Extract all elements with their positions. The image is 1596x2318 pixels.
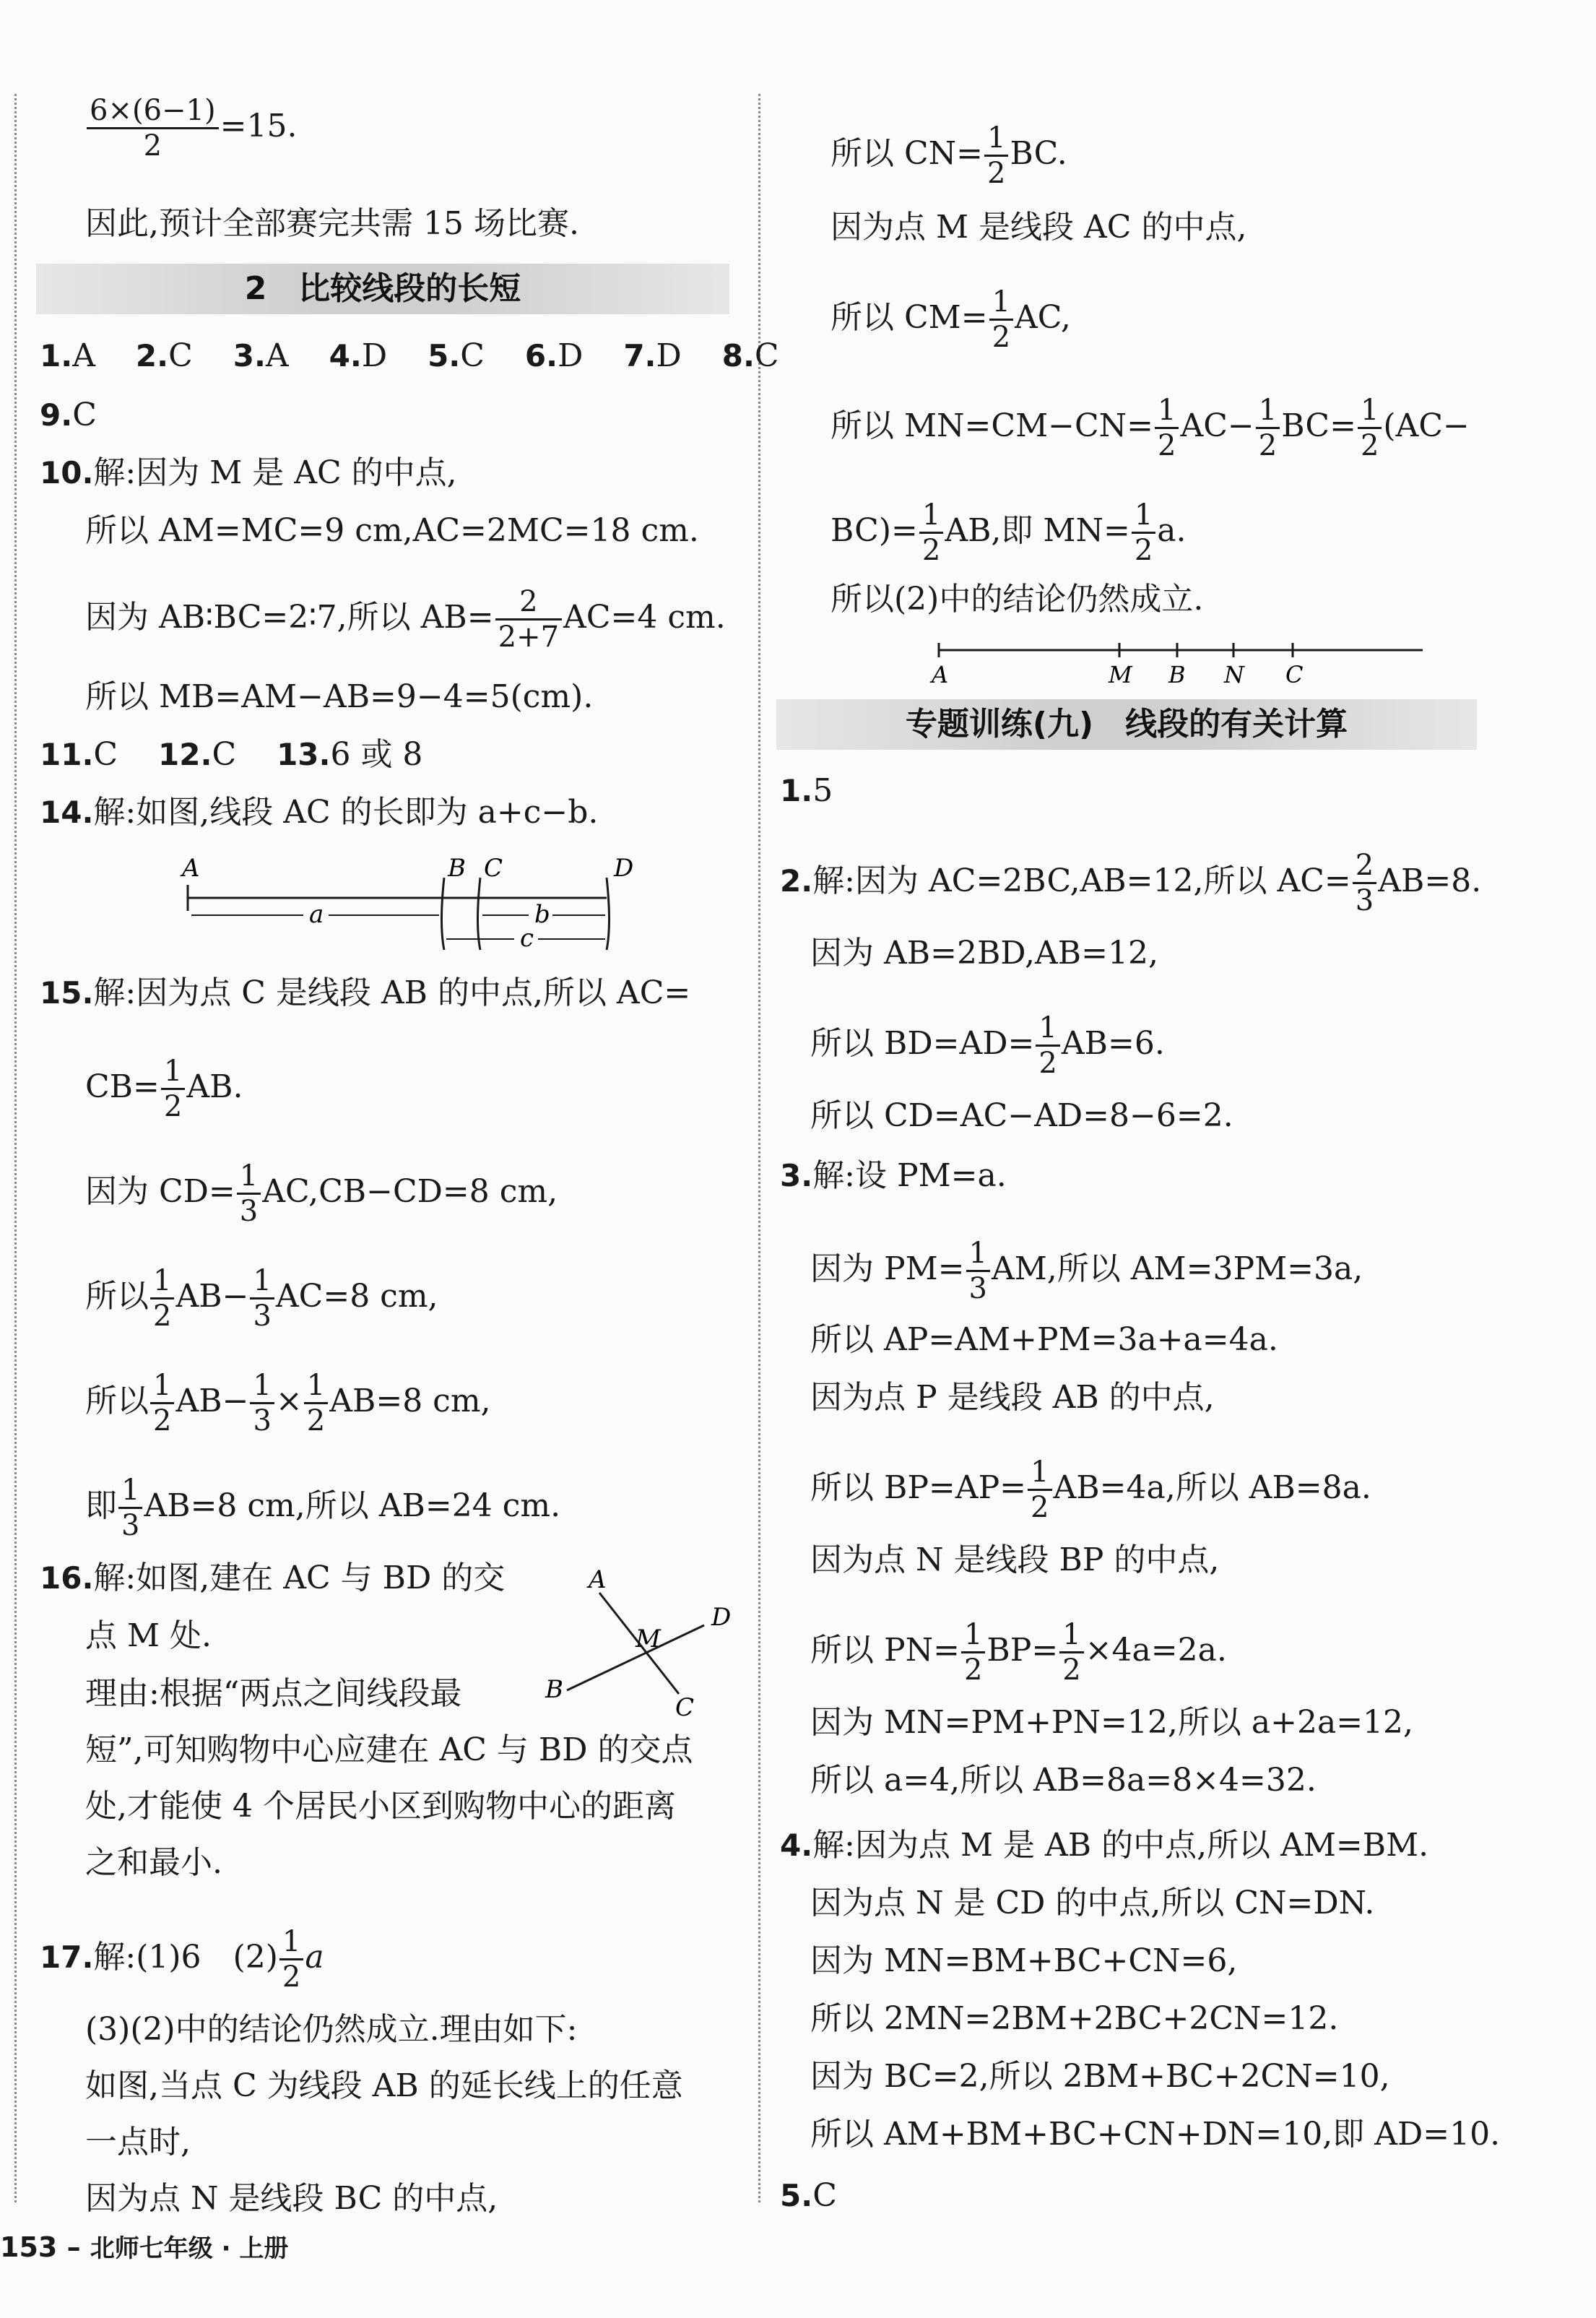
text: AB−: [175, 1278, 249, 1315]
r-line-5: [830, 498, 1187, 567]
p3-line-7: [810, 1618, 1227, 1687]
q17-line-2: (3)(2)中的结论仍然成立.理由如下:: [85, 2011, 578, 2048]
text: AC,: [1015, 299, 1071, 336]
fraction: [150, 1369, 174, 1437]
q15-line-2: [85, 1055, 243, 1123]
q10-line-4: 所以 MB=AM−AB=9−4=5(cm).: [85, 678, 594, 715]
text: ×: [275, 1383, 303, 1419]
question-number: 16.: [40, 1560, 94, 1596]
question-number: 3.: [780, 1158, 813, 1193]
fraction: [961, 1618, 985, 1687]
label-b-point: B: [448, 854, 466, 883]
right-column: [766, 0, 1596, 2318]
denominator: 2: [143, 129, 162, 163]
answers-line-2: [40, 394, 97, 437]
text: 解:因为点 C 是线段 AB 的中点,所以 AC=: [93, 974, 691, 1011]
text: 解:(1)6 (2): [93, 1939, 278, 1976]
p3-line-9: 所以 a=4,所以 AB=8a=8×4=32.: [810, 1762, 1317, 1799]
p3-line-6: 因为点 N 是线段 BP 的中点,: [810, 1541, 1220, 1578]
fraction: [250, 1369, 274, 1437]
numerator: 1: [1256, 394, 1280, 429]
q15-line-5: [85, 1369, 491, 1437]
fraction: [87, 94, 219, 163]
text: AC=4 cm.: [563, 599, 726, 636]
numerator: 1: [1036, 1011, 1059, 1047]
fraction: [161, 1055, 185, 1123]
denominator: 2: [1134, 534, 1153, 567]
text: 所以 BP=AP=: [810, 1469, 1027, 1506]
footer-dash: –: [66, 2231, 81, 2263]
numerator: 1: [161, 1055, 185, 1090]
fraction: [1155, 394, 1179, 462]
text: BC)=: [830, 512, 918, 549]
q17-line-5: 因为点 N 是线段 BC 的中点,: [85, 2180, 498, 2217]
q17-line-3: 如图,当点 C 为线段 AB 的延长线上的任意: [85, 2067, 683, 2104]
section-title-band: 2 比较线段的长短: [36, 264, 729, 314]
question-number: 12.: [158, 737, 212, 772]
r-line-1: [830, 121, 1067, 190]
column-divider: [758, 94, 760, 2202]
book-title: 北师七年级 · 上册: [90, 2234, 289, 2263]
numerator: 1: [250, 1264, 274, 1299]
denominator: 3: [121, 1509, 140, 1542]
q10-line-1: [40, 451, 457, 495]
fraction: [1028, 1456, 1051, 1524]
denominator: 2+7: [498, 620, 560, 654]
numerator: 1: [966, 1237, 990, 1272]
fraction: [989, 285, 1013, 354]
label-c-length: c: [520, 924, 534, 953]
numerator: 1: [1155, 394, 1179, 429]
text: AC−: [1180, 407, 1254, 444]
text: AB=8 cm,: [329, 1383, 491, 1419]
label-a-point: A: [182, 854, 200, 883]
r-line-6: 所以(2)中的结论仍然成立.: [830, 581, 1204, 618]
text: 解:因为 AC=2BC,AB=12,所以 AC=: [812, 862, 1351, 899]
answer: A: [72, 337, 95, 374]
question-number: 5.: [780, 2178, 813, 2213]
label-a-point: A: [589, 1565, 607, 1594]
p4-line-4: 所以 2MN=2BM+2BC+2CN=12.: [810, 2000, 1339, 2037]
denominator: 2: [282, 1960, 301, 1994]
text: CB=: [85, 1068, 160, 1105]
denominator: 3: [968, 1272, 987, 1305]
q10-line-3: [85, 585, 726, 654]
text: AB=8.: [1378, 862, 1482, 899]
answer: 5: [812, 772, 833, 809]
fraction-line: [85, 94, 297, 163]
fraction: [118, 1474, 142, 1542]
text: AB.: [186, 1068, 243, 1105]
denominator: 2: [1158, 429, 1176, 462]
numerator: 1: [279, 1925, 303, 1960]
footer: [0, 2228, 288, 2264]
numerator: 1: [150, 1264, 174, 1299]
denominator: 2: [153, 1299, 172, 1333]
denominator: 2: [163, 1090, 183, 1123]
text: BC=: [1281, 407, 1356, 444]
question-number: 9.: [40, 397, 73, 433]
question-number: 2.: [135, 338, 169, 373]
question-number: 4.: [329, 338, 362, 373]
denominator: 3: [239, 1195, 259, 1228]
p2-line-1: [780, 849, 1481, 917]
text: AM,所以 AM=3PM=3a,: [991, 1250, 1363, 1287]
question-number: 6.: [524, 338, 558, 373]
numerator: 6×(6−1): [87, 94, 219, 129]
section-title-band: 专题训练(九) 线段的有关计算: [776, 699, 1477, 750]
p4-line-5: 因为 BC=2,所以 2BM+BC+2CN=10,: [810, 2058, 1390, 2095]
denominator: 2: [963, 1653, 983, 1687]
question-number: 8.: [721, 338, 755, 373]
question-number: 14.: [40, 795, 94, 830]
question-number: 4.: [780, 1828, 813, 1863]
label-d-point: D: [614, 854, 634, 883]
fraction: [1132, 498, 1155, 567]
answer: C: [460, 337, 485, 374]
denominator: 2: [987, 157, 1006, 190]
text: 解:设 PM=a.: [812, 1157, 1007, 1194]
left-column: [0, 0, 779, 2318]
text: 因为 CD=: [85, 1173, 235, 1210]
text: (AC−: [1383, 407, 1470, 444]
question-number: 15.: [40, 975, 94, 1011]
label-a-length: a: [309, 900, 324, 929]
numerator: 1: [961, 1618, 985, 1653]
p3-line-2: [810, 1237, 1363, 1305]
numerator: 1: [1358, 394, 1382, 429]
text: a: [305, 1939, 324, 1976]
r-line-4: [830, 394, 1470, 462]
p3-line-4: 因为点 P 是线段 AB 的中点,: [810, 1379, 1215, 1416]
question-number: 5.: [428, 338, 461, 373]
p3-line-5: [810, 1456, 1371, 1524]
answer: D: [361, 337, 388, 374]
text: 所以: [85, 1383, 149, 1419]
answer: C: [168, 337, 193, 374]
numerator: 1: [984, 121, 1008, 157]
answers-line-3: [40, 733, 422, 777]
numerator: 1: [150, 1369, 174, 1404]
answer: C: [754, 337, 779, 374]
numerator: 1: [118, 1474, 142, 1509]
text: AB−: [175, 1383, 249, 1419]
label-d-point: D: [711, 1603, 732, 1632]
denominator: 2: [1038, 1047, 1057, 1080]
denominator: 2: [153, 1404, 172, 1437]
text: BC.: [1010, 135, 1067, 172]
fraction: [966, 1237, 990, 1305]
text: AC=8 cm,: [275, 1278, 438, 1315]
text: 解:如图,建在 AC 与 BD 的交: [93, 1560, 506, 1596]
fraction: [150, 1264, 174, 1333]
numerator: 1: [250, 1369, 274, 1404]
label-b-length: b: [534, 900, 550, 929]
text: AB,即 MN=: [945, 512, 1130, 549]
answer: C: [72, 397, 97, 433]
page-number: 153: [0, 2231, 58, 2263]
question-number: 11.: [40, 737, 94, 772]
answers-line-1: [40, 334, 779, 378]
numerator: 1: [1132, 498, 1155, 534]
q16-line-5: 处,才能使 4 个居民小区到购物中心的距离: [85, 1788, 676, 1825]
answer: A: [265, 337, 289, 374]
p4-line-1: [780, 1824, 1428, 1867]
label-c-point: C: [484, 854, 503, 883]
answer: C: [93, 736, 118, 773]
answer: 6 或 8: [330, 736, 423, 773]
q14-figure: [173, 849, 650, 957]
question-number: 3.: [233, 338, 266, 373]
q16-line-4: 短”,可知购物中心应建在 AC 与 BD 的交点: [85, 1731, 693, 1768]
text: BP=: [986, 1632, 1059, 1669]
text: AC,CB−CD=8 cm,: [262, 1173, 558, 1210]
r-line-3: [830, 285, 1071, 354]
question-number: 13.: [277, 737, 331, 772]
label-b-point: B: [1168, 661, 1186, 688]
q17-figure: [910, 632, 1444, 690]
label-m-point: M: [636, 1625, 661, 1653]
denominator: 3: [253, 1299, 272, 1333]
denominator: 2: [921, 534, 941, 567]
fraction: [919, 498, 943, 567]
p3-line-1: [780, 1154, 1007, 1198]
q14-line-1: [40, 791, 598, 834]
fraction: [984, 121, 1008, 190]
denominator: 3: [1355, 884, 1374, 917]
q10-line-2: 所以 AM=MC=9 cm,AC=2MC=18 cm.: [85, 512, 699, 549]
denominator: 2: [306, 1404, 326, 1437]
label-c-point: C: [1285, 661, 1304, 688]
q16-line-3: 理由:根据“两点之间线段最: [85, 1675, 462, 1712]
label-m-point: M: [1109, 661, 1132, 688]
text: 所以 PN=: [810, 1632, 960, 1669]
numerator: 1: [1028, 1456, 1051, 1491]
question-number: 10.: [40, 455, 94, 490]
p2-line-4: 所以 CD=AC−AD=8−6=2.: [810, 1097, 1233, 1134]
numerator: 2: [1353, 849, 1376, 884]
text: 所以 BD=AD=: [810, 1025, 1035, 1062]
q15-line-6: [85, 1474, 560, 1542]
p1-line: [780, 769, 833, 813]
fraction: [495, 585, 562, 654]
p4-line-2: 因为点 N 是 CD 的中点,所以 CN=DN.: [810, 1885, 1375, 1921]
p4-line-6: 所以 AM+BM+BC+CN+DN=10,即 AD=10.: [810, 2116, 1501, 2153]
question-number: 7.: [623, 338, 656, 373]
text: 所以 CN=: [830, 135, 984, 172]
numerator: 1: [237, 1159, 261, 1195]
text: ×4a=2a.: [1085, 1632, 1227, 1669]
p5-line: [780, 2174, 837, 2218]
answer: D: [656, 337, 682, 374]
text: 解:因为 M 是 AC 的中点,: [93, 454, 457, 491]
p2-line-2: 因为 AB=2BD,AB=12,: [810, 935, 1158, 972]
text: 即: [85, 1487, 117, 1524]
q15-line-1: [40, 972, 690, 1015]
fraction: [250, 1264, 274, 1333]
question-number: 1.: [40, 338, 73, 373]
numerator: 1: [989, 285, 1013, 321]
q15-line-4: [85, 1264, 438, 1333]
text: 因为 AB∶BC=2∶7,所以 AB=: [85, 599, 494, 636]
q16-line-1: [40, 1557, 505, 1600]
numerator: 2: [495, 585, 562, 620]
text: =15.: [220, 108, 298, 144]
p3-line-8: 因为 MN=PM+PN=12,所以 a+2a=12,: [810, 1704, 1414, 1741]
answer: C: [212, 736, 237, 773]
answer: D: [558, 337, 584, 374]
numerator: 1: [1059, 1618, 1083, 1653]
text: 所以 MN=CM−CN=: [830, 407, 1154, 444]
denominator: 2: [1031, 1491, 1049, 1524]
text: AB=8 cm,所以 AB=24 cm.: [144, 1487, 561, 1524]
text: AB=6.: [1061, 1025, 1165, 1062]
denominator: 2: [1258, 429, 1278, 462]
tick-b: [442, 878, 445, 950]
q16-line-2: 点 M 处.: [85, 1617, 212, 1654]
fraction: [1036, 1011, 1059, 1080]
q15-line-3: [85, 1159, 558, 1228]
p2-line-3: [810, 1011, 1165, 1080]
tick-d: [607, 878, 610, 950]
label-n-point: N: [1224, 661, 1244, 688]
text: 所以 CM=: [830, 299, 988, 336]
text: 解:因为点 M 是 AB 的中点,所以 AM=BM.: [812, 1827, 1429, 1864]
denominator: 2: [1062, 1653, 1081, 1687]
text: AB=4a,所以 AB=8a.: [1053, 1469, 1371, 1506]
fraction: [1353, 849, 1376, 917]
numerator: 1: [304, 1369, 328, 1404]
text: 因为 PM=: [810, 1250, 965, 1287]
q17-line-4: 一点时,: [85, 2124, 191, 2161]
text: a.: [1157, 512, 1187, 549]
fraction: [1358, 394, 1382, 462]
r-line-2: 因为点 M 是线段 AC 的中点,: [830, 209, 1247, 246]
fraction: [279, 1925, 303, 1994]
question-number: 2.: [780, 863, 813, 899]
label-b-point: B: [545, 1675, 563, 1704]
denominator: 2: [992, 321, 1011, 354]
label-c-point: C: [675, 1693, 695, 1722]
q16-line-6: 之和最小.: [85, 1844, 222, 1881]
p3-line-3: 所以 AP=AM+PM=3a+a=4a.: [810, 1321, 1278, 1358]
fraction: [237, 1159, 261, 1228]
conclusion-text: 因此,预计全部赛完共需 15 场比赛.: [85, 205, 579, 242]
fraction: [304, 1369, 328, 1437]
fraction: [1059, 1618, 1083, 1687]
question-number: 17.: [40, 1939, 94, 1975]
denominator: 3: [253, 1404, 272, 1437]
text: 解:如图,线段 AC 的长即为 a+c−b.: [93, 794, 599, 831]
p4-line-3: 因为 MN=BM+BC+CN=6,: [810, 1942, 1238, 1979]
answer: C: [812, 2177, 837, 2214]
fraction: [1256, 394, 1280, 462]
question-number: 1.: [780, 773, 813, 808]
q17-line-1: [40, 1925, 324, 1994]
text: 所以: [85, 1278, 149, 1315]
label-a-point: A: [932, 661, 949, 688]
q16-figure: [534, 1560, 744, 1726]
numerator: 1: [919, 498, 943, 534]
denominator: 2: [1360, 429, 1379, 462]
